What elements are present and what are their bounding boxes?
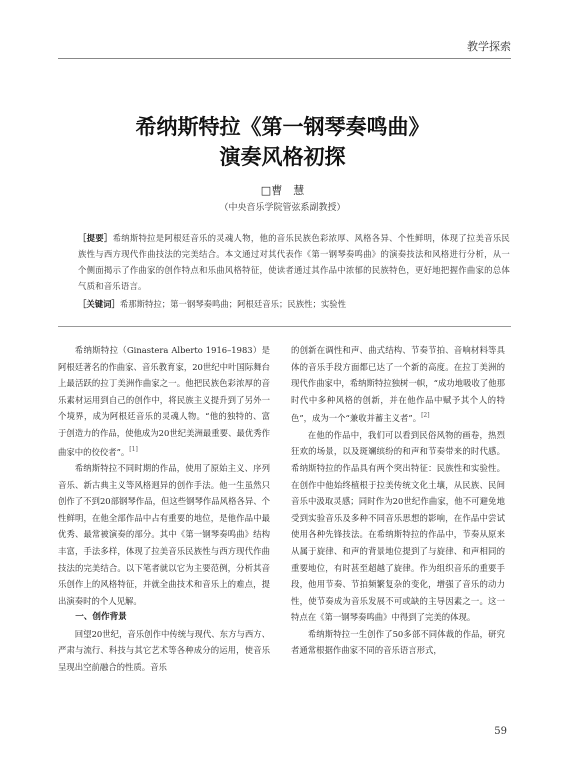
title-line-1: 希纳斯特拉《第一钢琴奏鸣曲》 (135, 114, 430, 139)
citation-ref: [1] (129, 445, 138, 453)
section-heading: 一、创作背景 (75, 612, 127, 623)
abstract (78, 230, 510, 294)
body-paragraph: 希纳斯特拉（Ginastera Alberto 1916–1983）是阿根廷著名的作曲家、音乐教育家，20世纪中叶国际舞台上最活跃的拉丁美洲作曲家之一。他把民族色彩浓厚的音乐素材运用到自己的创作中，将民族主义提升到了另外一个境界，成为阿根廷音乐的灵魂人物。“他的独特的、富于创造力的作品，使他成为20世纪美洲最重要、最优秀作曲家中的佼佼者”。[1] (58, 345, 270, 457)
keywords-text: 希那斯特拉；第一钢琴奏鸣曲；阿根廷音乐；民族性；实验性 (119, 299, 346, 309)
keywords (78, 296, 510, 312)
section-tag: 教学探索 (467, 40, 511, 53)
body-column-left (58, 342, 270, 676)
article-title (0, 112, 565, 172)
author-name: □曹 慧 (260, 184, 305, 197)
body-column-right (291, 342, 505, 659)
body-paragraph: 的创新在调性和声、曲式结构、节奏节拍、音响材料等具体的音乐手段方面都已达了一个新的高度。在拉丁美洲的现代作曲家中，希纳斯特拉独树一帜，“成功地吸收了他那时代中多种风格的创新，并在他作品中赋予其个人的特色”，成为一个“兼收并蓄主义者”。[2] (291, 345, 505, 424)
abstract-divider (58, 326, 511, 327)
abstract-label: ［提要］ (78, 233, 113, 243)
title-line-2: 演奏风格初探 (219, 144, 346, 169)
author-affiliation: （中央音乐学院管弦系副教授） (219, 203, 346, 213)
body-paragraph: 希纳斯特拉一生创作了50多部不同体裁的作品，研究者通常根据作曲家不同的音乐语言形式， (291, 628, 505, 656)
body-paragraph: 希纳斯特拉不同时期的作品，使用了原始主义、序列音乐、新古典主义等风格迥异的创作手法。他一生虽然只创作了不到20部钢琴作品，但这些钢琴作品风格各异、个性鲜明，在他全部作品中占有重要的地位，是他作品中最优秀、最常被演奏的部分。其中《第一钢琴奏鸣曲》结构丰富，手法多样，体现了拉美音乐民族性与西方现代作曲技法的完美结合。以下笔者就以它为主要范例，分析其音乐创作上的风格特征，并就全曲技术和音乐上的难点，提出演奏时的个人见解。 (58, 462, 270, 606)
citation-ref: [2] (421, 412, 430, 420)
abstract-text: 希纳斯特拉是阿根廷音乐的灵魂人物，他的音乐民族色彩浓厚、风格各异、个性鲜明，体现了拉美音乐民族性与西方现代作曲技法的完美结合。本文通过对其代表作《第一钢琴奏鸣曲》的演奏技法和风格进行分析，从一个侧面揭示了作曲家的创作特点和乐曲风格特征，使读者通过其作品中浓郁的民族特色，更好地把握作曲家的总体气质和音乐语言。 (78, 233, 510, 291)
body-paragraph: 回望20世纪，音乐创作中传统与现代、东方与西方、严肃与流行、科技与其它艺术等各种成分的运用，使音乐呈现出空前融合的性质。音乐 (58, 628, 270, 673)
body-paragraph: 在他的作品中，我们可以看到民俗风物的画卷，热烈狂欢的场景，以及斑斓缤纷的和声和节奏带来的时代感。希纳斯特拉的作品具有两个突出特征：民族性和实验性。在创作中他始终植根于拉美传统文化土壤，从民族、民间音乐中汲取灵感；同时作为20世纪作曲家，他不可避免地受到实验音乐及多种不同音乐思想的影响，在作品中尝试使用各种先锋技法。在希纳斯特拉的作品中，节奏从原来从属于旋律、和声的背景地位提到了与旋律、和声相同的重要地位，有时甚至超越了旋律。作为组织音乐的重要手段，他用节奏、节拍频繁复杂的变化，增强了音乐的动力性，使节奏成为音乐发展不可或缺的主导因素之一。这一特点在《第一钢琴奏鸣曲》中得到了完美的体现。 (291, 429, 505, 623)
keywords-label: ［关键词］ (78, 299, 120, 309)
page-number: 59 (494, 726, 507, 737)
header-rule (58, 58, 511, 59)
